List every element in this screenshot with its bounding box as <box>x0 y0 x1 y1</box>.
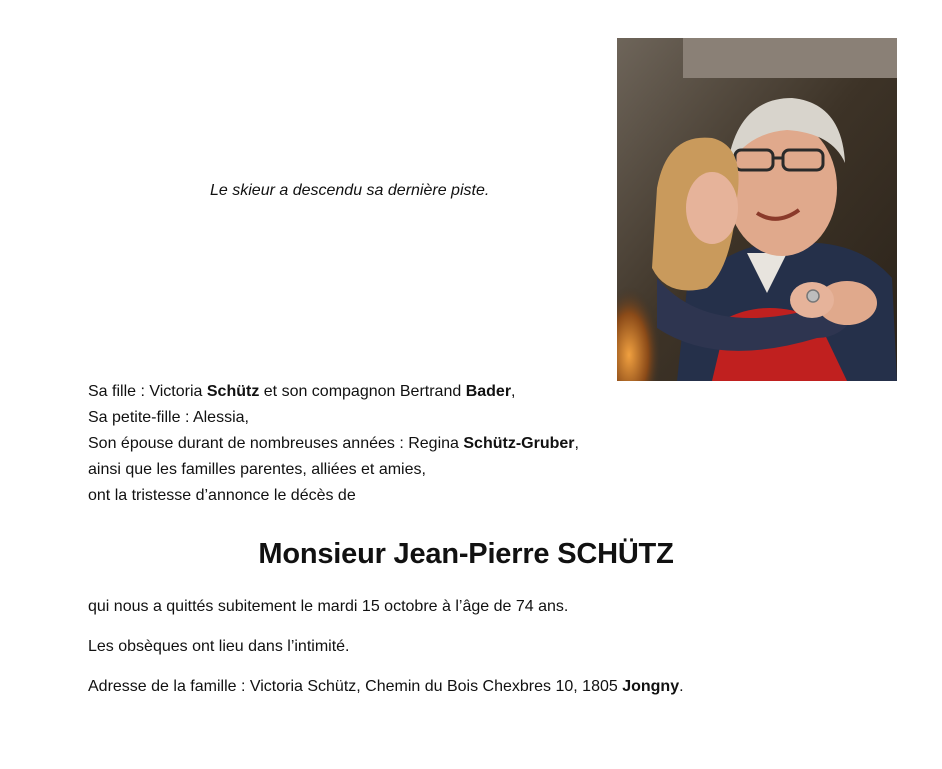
address-paragraph: Adresse de la famille : Victoria Schütz, Chemin du Bois Chexbres 10, 1805 Jongny. <box>88 678 684 695</box>
family-announcement <box>88 379 579 509</box>
family-line-relatives: ainsi que les familles parentes, alliées et amies, <box>88 461 426 478</box>
epigraph: Le skieur a descendu sa dernière piste. <box>210 182 490 199</box>
deceased-name: Monsieur Jean-Pierre SCHÜTZ <box>258 538 674 570</box>
funeral-paragraph: Les obsèques ont lieu dans l’intimité. <box>88 638 350 655</box>
family-line-announcement: ont la tristesse d’annonce le décès de <box>88 487 356 504</box>
passing-paragraph: qui nous a quittés subitement le mardi 15 octobre à l’âge de 74 ans. <box>88 598 569 615</box>
family-line-spouse: Son épouse durant de nombreuses années : Regina Schütz-Gruber, <box>88 435 579 452</box>
family-line-daughter: Sa fille : Victoria Schütz et son compagnon Bertrand Bader, <box>88 383 516 400</box>
family-photo-icon <box>617 38 897 381</box>
family-line-granddaughter: Sa petite-fille : Alessia, <box>88 409 249 426</box>
family-photo <box>617 38 897 381</box>
